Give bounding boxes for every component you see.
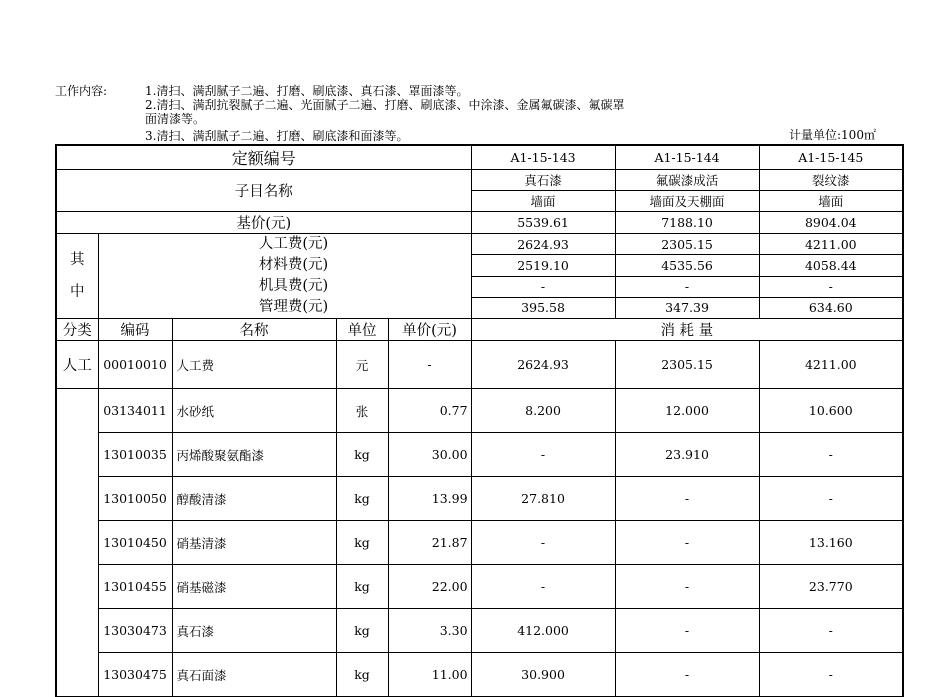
table-row <box>56 389 903 433</box>
cost-label: 机具费(元) <box>258 278 329 294</box>
table-row <box>56 609 903 653</box>
material-name: 水砂纸 <box>172 389 336 433</box>
material-value: - <box>615 521 759 565</box>
material-value: 23.910 <box>615 433 759 477</box>
cost-label: 材料费(元) <box>258 257 329 273</box>
material-price: 22.00 <box>388 565 471 609</box>
material-value: - <box>759 433 903 477</box>
quota-number-label: 定额编号 <box>56 145 471 170</box>
base-price-label: 基价(元) <box>56 212 471 234</box>
material-value: 13.160 <box>759 521 903 565</box>
of-which-label <box>56 234 98 319</box>
labor-value: 4211.00 <box>759 341 903 389</box>
material-value: 412.000 <box>471 609 615 653</box>
material-code: 13010035 <box>98 433 172 477</box>
material-price: 30.00 <box>388 433 471 477</box>
item-name: 氟碳漆成活 <box>615 170 759 191</box>
item-name-label: 子目名称 <box>56 170 471 212</box>
material-code: 03134011 <box>98 389 172 433</box>
quota-table <box>55 144 904 697</box>
of-which-char: 其 <box>70 252 85 268</box>
labor-value: 2624.93 <box>471 341 615 389</box>
material-price: 3.30 <box>388 609 471 653</box>
material-value: - <box>759 653 903 697</box>
material-value: 10.600 <box>759 389 903 433</box>
work-content-line: 1.清扫、满刮腻子二遍、打磨、刷底漆、真石漆、罩面漆等。 <box>145 84 469 98</box>
material-code: 13030473 <box>98 609 172 653</box>
material-name: 硝基磁漆 <box>172 565 336 609</box>
item-subname: 墙面及天棚面 <box>615 191 759 212</box>
table-row <box>56 521 903 565</box>
material-value: - <box>471 433 615 477</box>
cost-value: 634.60 <box>759 297 903 318</box>
material-value: - <box>759 609 903 653</box>
cost-value: 2305.15 <box>615 234 759 255</box>
col-consumption: 消 耗 量 <box>471 319 903 341</box>
material-code: 13010050 <box>98 477 172 521</box>
material-price: 21.87 <box>388 521 471 565</box>
labor-price: - <box>388 341 471 389</box>
material-unit: kg <box>336 565 388 609</box>
cost-value: 2624.93 <box>471 234 615 255</box>
material-category <box>56 389 98 697</box>
of-which-char: 中 <box>70 284 85 300</box>
labor-value: 2305.15 <box>615 341 759 389</box>
material-unit: kg <box>336 477 388 521</box>
material-unit: kg <box>336 433 388 477</box>
material-unit: kg <box>336 609 388 653</box>
material-unit: kg <box>336 521 388 565</box>
item-subname: 墙面 <box>471 191 615 212</box>
material-value: - <box>759 477 903 521</box>
material-price: 13.99 <box>388 477 471 521</box>
cost-value: - <box>615 276 759 297</box>
measurement-unit: 计量单位:100㎡ <box>789 128 876 142</box>
cost-label: 人工费(元) <box>258 236 329 252</box>
material-value: - <box>615 609 759 653</box>
col-price: 单价(元) <box>388 319 471 341</box>
cost-value: 4211.00 <box>759 234 903 255</box>
material-name: 真石面漆 <box>172 653 336 697</box>
material-value: - <box>471 565 615 609</box>
labor-code: 00010010 <box>98 341 172 389</box>
col-category: 分类 <box>56 319 98 341</box>
cost-value: - <box>759 276 903 297</box>
material-code: 13010455 <box>98 565 172 609</box>
material-name: 真石漆 <box>172 609 336 653</box>
material-value: - <box>471 521 615 565</box>
material-value: 30.900 <box>471 653 615 697</box>
material-value: 23.770 <box>759 565 903 609</box>
labor-category: 人工 <box>56 341 98 389</box>
labor-unit: 元 <box>336 341 388 389</box>
cost-value: 4058.44 <box>759 255 903 276</box>
material-value: - <box>615 477 759 521</box>
material-name: 丙烯酸聚氨酯漆 <box>172 433 336 477</box>
item-subname: 墙面 <box>759 191 903 212</box>
quota-code: A1-15-145 <box>759 145 903 170</box>
cost-value: 2519.10 <box>471 255 615 276</box>
cost-value: 395.58 <box>471 297 615 318</box>
material-value: 12.000 <box>615 389 759 433</box>
base-price: 8904.04 <box>759 212 903 234</box>
material-price: 0.77 <box>388 389 471 433</box>
work-content-label: 工作内容: <box>55 84 108 98</box>
work-content-line: 面清漆等。 <box>145 112 206 126</box>
cost-value: 347.39 <box>615 297 759 318</box>
material-unit: kg <box>336 653 388 697</box>
quota-code: A1-15-143 <box>471 145 615 170</box>
item-name: 裂纹漆 <box>759 170 903 191</box>
work-content-line: 3.清扫、满刮腻子二遍、打磨、刷底漆和面漆等。 <box>145 129 409 143</box>
cost-value: 4535.56 <box>615 255 759 276</box>
base-price: 7188.10 <box>615 212 759 234</box>
material-name: 醇酸清漆 <box>172 477 336 521</box>
cost-labels <box>98 234 471 319</box>
material-code: 13010450 <box>98 521 172 565</box>
material-value: 8.200 <box>471 389 615 433</box>
cost-value: - <box>471 276 615 297</box>
quota-code: A1-15-144 <box>615 145 759 170</box>
col-unit: 单位 <box>336 319 388 341</box>
table-row <box>56 433 903 477</box>
material-value: - <box>615 653 759 697</box>
table-row <box>56 653 903 697</box>
material-value: 27.810 <box>471 477 615 521</box>
material-price: 11.00 <box>388 653 471 697</box>
cost-label: 管理费(元) <box>258 299 329 315</box>
col-code: 编码 <box>98 319 172 341</box>
material-value: - <box>615 565 759 609</box>
col-name: 名称 <box>172 319 336 341</box>
base-price: 5539.61 <box>471 212 615 234</box>
table-row <box>56 565 903 609</box>
material-code: 13030475 <box>98 653 172 697</box>
material-name: 硝基清漆 <box>172 521 336 565</box>
item-name: 真石漆 <box>471 170 615 191</box>
work-content-line: 2.清扫、满刮抗裂腻子二遍、光面腻子二遍、打磨、刷底漆、中涂漆、金属氟碳漆、氟碳罩 <box>145 98 625 112</box>
material-unit: 张 <box>336 389 388 433</box>
labor-name: 人工费 <box>172 341 336 389</box>
table-row <box>56 477 903 521</box>
